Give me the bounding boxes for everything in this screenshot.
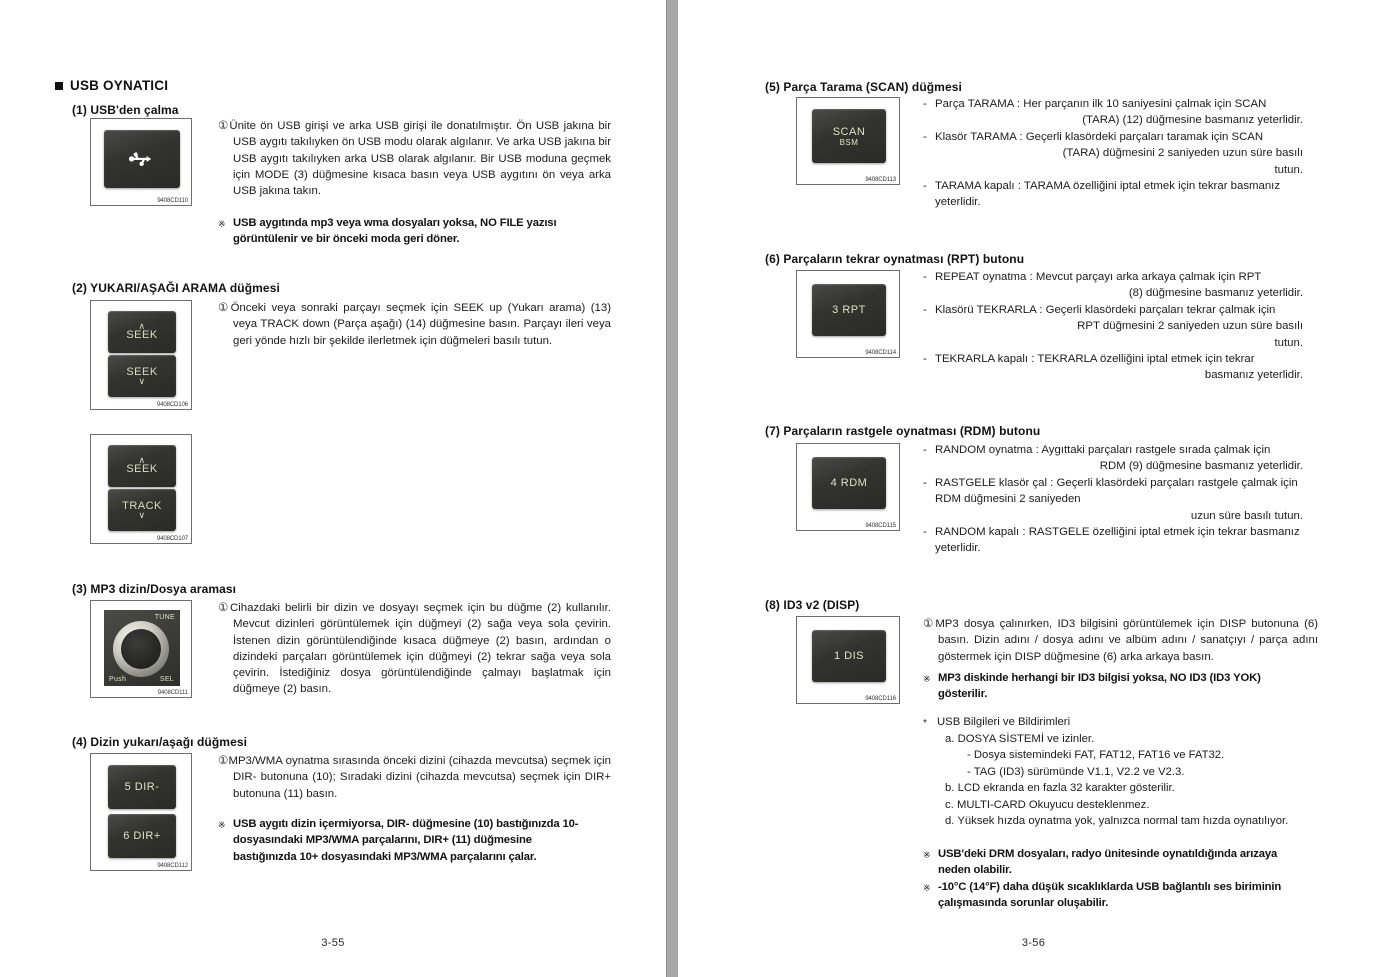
seek-up-button[interactable] [108, 311, 176, 353]
item-label: a. [945, 732, 955, 745]
note-marker-icon: ※ [923, 850, 931, 860]
figure-rdm-button [796, 443, 900, 531]
usb-button-face [104, 130, 180, 188]
section-1-paragraph [218, 118, 611, 199]
dash-marker: - [923, 353, 927, 366]
paragraph-text: Önceki veya sonraki parçayı seçmek için SEEK up (Yukarı arama) (13) veya TRACK down (Parça aşağı) (14) düğmesine basın. Parçayı ileri veya geri yönde hızlı bir şekilde ilerletmek için düğmeleri basılı tutun. [230, 302, 611, 347]
figure-usb-jack [90, 118, 192, 206]
item-label: c. [945, 798, 954, 811]
figure-rpt-button [796, 270, 900, 358]
figure-seek-track-buttons [90, 434, 192, 544]
seek-labels [126, 454, 158, 476]
list-item [923, 797, 1313, 814]
item-line: Geçerli klasördeki parçaları tekrar çalmak için [1045, 303, 1276, 316]
chapter-title-text: USB OYNATICI [70, 78, 169, 93]
section-heading-5: (5) Parça Tarama (SCAN) düğmesi [765, 80, 962, 94]
dash-marker: - [923, 444, 927, 456]
item-line: tutun. [1274, 336, 1303, 349]
paragraph-marker: ① [218, 602, 230, 614]
note-text: MP3 diskinde herhangi bir ID3 bilgisi yoksa, NO ID3 (ID3 YOK) gösterilir. [938, 672, 1261, 701]
item-line: (8) düğmesine basmanız yeterlidir. [1128, 287, 1303, 300]
list-item [923, 813, 1313, 830]
seek-down-label: SEEK [126, 365, 158, 378]
item-text: Yüksek hızda oynatma yok, yalnızca normal tam hızda oynatılıyor. [957, 815, 1289, 827]
item-label: d. [945, 815, 955, 827]
right-page [678, 0, 1389, 977]
item-line: Mevcut parçayı arka arkaya çalmak için RPT [1035, 271, 1262, 283]
note-text: USB aygıtında mp3 veya wma dosyaları yoksa, NO FILE yazısı görüntülenir ve bir önceki moda geri döner. [233, 217, 557, 246]
chevron-down-icon: ∨ [138, 376, 146, 387]
paragraph-marker: ① [923, 618, 936, 630]
page-number-left: 3-55 [321, 937, 345, 949]
knob-panel [104, 610, 180, 686]
bsm-label: BSM [839, 137, 859, 147]
figure-caption: 9408CD111 [157, 690, 188, 696]
item-line: TARAMA özelliğini iptal etmek için tekrar basmanız yeterlidir. [935, 180, 1281, 209]
dir-plus-button[interactable] [108, 814, 176, 858]
dash-marker: - [923, 476, 927, 489]
usb-icon [125, 149, 159, 169]
seek-up-label: SEEK [126, 328, 158, 341]
item-line: TEKRARLA özelliğini iptal etmek için tekrar [1037, 353, 1255, 366]
item-term: RASTGELE klasör çal : [935, 476, 1054, 489]
final-note-1 [923, 846, 1303, 879]
list-item [923, 731, 1313, 748]
item-line: (TARA) (12) düğmesine basmanız yeterlidir. [1082, 114, 1303, 127]
item-line: RDM (9) düğmesine basmanız yeterlidir. [1099, 460, 1303, 473]
item-term: Klasörü TEKRARLA : [935, 303, 1043, 316]
section-7-items [923, 442, 1303, 557]
section-heading-2: (2) YUKARI/AŞAĞI ARAMA düğmesi [72, 281, 280, 295]
item-term: TARAMA kapalı : [935, 180, 1021, 193]
section-4-paragraph [218, 753, 611, 802]
list-item [923, 780, 1313, 797]
usb-info-title: USB Bilgileri ve Bildirimleri [937, 716, 1071, 728]
asterisk-marker-icon: * [923, 718, 927, 729]
note-text: USB aygıtı dizin içermiyorsa, DIR- düğmesine (10) bastığınızda 10-dosyasındaki MP3/WMA parçalarını, DIR+ (11) düğmesine bastığınızda 10+ dosyasındaki MP3/WMA parçalarını çalar. [233, 818, 579, 863]
list-item [923, 524, 1303, 557]
paragraph-text: Cihazdaki belirli bir dizin ve dosyayı seçmek için bu düğme (2) kullanılır. Mevcut dizinleri görüntülemek için düğmeyi (2) sağa veya sola çevirin. İstenen dizin görüntülendiğinde kısaca düğmeye (2) basın, ardından o dizindeki parçaları görüntülemek için düğmeyi (2) tekrar sağa veya sola çevirin. İstediğiniz dosya görüntülendiğinde çalmayı başlatmak için düğmeye (2) basın. [230, 602, 611, 696]
item-line: Aygıttaki parçaları rastgele sırada çalmak için [1041, 444, 1271, 456]
left-page [0, 0, 666, 977]
section-heading-3: (3) MP3 dizin/Dosya araması [72, 582, 237, 596]
track-button[interactable] [108, 489, 176, 531]
page-number-right: 3-56 [1021, 937, 1046, 949]
scan-label: SCAN [832, 125, 866, 138]
item-subtext: - TAG (ID3) sürümünde V1.1, V2.2 ve V2.3. [967, 765, 1185, 778]
section-5-items [923, 96, 1303, 211]
disp-label: 1 DIS [833, 650, 864, 662]
list-item [923, 764, 1313, 781]
dash-marker: - [923, 303, 927, 316]
figure-caption: 9408CD112 [157, 863, 188, 869]
dash-marker: - [923, 526, 927, 539]
list-item [923, 475, 1303, 524]
list-item [923, 96, 1303, 129]
figure-tune-knob [90, 600, 192, 698]
list-item [923, 269, 1303, 302]
figure-caption: 9408CD114 [865, 350, 896, 356]
section-1-note [218, 215, 596, 248]
item-line: basmanız yeterlidir. [1204, 369, 1303, 382]
list-item [923, 747, 1313, 764]
figure-scan-button [796, 97, 900, 185]
note-marker-icon: ※ [218, 219, 226, 229]
dash-marker: - [923, 98, 927, 110]
item-term: RANDOM oynatma : [935, 444, 1039, 456]
list-item [923, 129, 1303, 178]
track-labels [122, 501, 162, 520]
list-item [923, 302, 1303, 351]
paragraph-text: MP3 dosya çalınırken, ID3 bilgisini görüntülemek için DISP butonuna (6) basın. Dizin adını / dosya adını ve albüm adını / sanatçıyı / parça adını göstermek için DISP düğmesine (6) arka arkaya basın. [935, 618, 1318, 663]
item-term: Klasör TARAMA : [935, 130, 1023, 143]
section-6-items [923, 269, 1303, 384]
section-heading-7: (7) Parçaların rastgele oynatması (RDM) butonu [765, 424, 1041, 438]
chevron-down-icon: ∨ [138, 510, 146, 521]
track-label: TRACK [122, 499, 162, 512]
seek-down-labels [126, 367, 157, 386]
section-2-paragraph [218, 300, 611, 349]
dash-marker: - [923, 271, 927, 283]
list-item [923, 351, 1303, 384]
item-line: Geçerli klasördeki parçaları rastgele çalmak için RDM düğmesini 2 saniyeden [935, 476, 1298, 506]
seek-button[interactable] [108, 445, 176, 487]
item-term: REPEAT oynatma : [935, 271, 1033, 283]
figure-caption: 9408CD116 [865, 696, 896, 702]
figure-caption: 9408CD106 [156, 402, 188, 408]
usb-info-title-row [923, 714, 1313, 731]
item-line: tutun. [1274, 163, 1303, 176]
section-heading-4: (4) Dizin yukarı/aşağı düğmesi [72, 735, 248, 749]
item-term: RANDOM kapalı : [935, 526, 1026, 539]
tune-label: TUNE [154, 614, 175, 621]
item-term: Parça TARAMA : [935, 98, 1021, 110]
section-4-note [218, 816, 596, 865]
item-term: TEKRARLA kapalı : [935, 353, 1035, 366]
section-8-note [923, 670, 1303, 703]
rpt-label: 3 RPT [832, 304, 866, 316]
list-item [923, 442, 1303, 475]
item-line: (TARA) düğmesini 2 saniyeden uzun süre basılı [1062, 147, 1303, 160]
note-text: -10°C (14°F) daha düşük sıcaklıklarda USB bağlantılı ses biriminin çalışmasında sorunlar oluşabilir. [938, 881, 1282, 910]
item-line: Her parçanın ilk 10 saniyesini çalmak için SCAN [1023, 98, 1267, 110]
section-heading-1: (1) USB'den çalma [72, 103, 179, 117]
chevron-up-icon: ∧ [138, 320, 146, 331]
section-8-paragraph [923, 616, 1318, 665]
final-note-2 [923, 879, 1303, 912]
seek-up-labels [126, 320, 158, 342]
push-label: Push [109, 676, 127, 683]
item-line: Geçerli klasördeki parçaları taramak için SCAN [1025, 130, 1264, 143]
item-text: LCD ekranda en fazla 32 karakter gösterilir. [957, 782, 1175, 794]
item-text: MULTI-CARD Okuyucu desteklenmez. [956, 798, 1150, 811]
rdm-button[interactable] [812, 457, 886, 509]
scan-button[interactable] [812, 109, 886, 163]
usb-info-list [923, 714, 1313, 830]
figure-caption: 9408CD115 [865, 523, 896, 529]
paragraph-marker: ① [218, 302, 231, 314]
seek-label: SEEK [126, 462, 158, 475]
section-3-paragraph [218, 600, 611, 698]
note-marker-icon: ※ [218, 820, 226, 830]
figure-seek-buttons [90, 300, 192, 410]
chevron-up-icon: ∧ [138, 454, 146, 465]
note-text: USB'deki DRM dosyaları, radyo ünitesinde oynatıldığında arızaya neden olabilir. [938, 848, 1278, 877]
paragraph-text: MP3/WMA oynatma sırasında önceki dizini (cihazda mevcutsa) seçmek için DIR- butonuna (10); Sıradaki dizini (cihazda mevcutsa) seçmek için DIR+ butonuna (11) basın. [228, 755, 611, 800]
rdm-label: 4 RDM [830, 477, 868, 489]
item-text: DOSYA SİSTEMİ ve izinler. [957, 732, 1095, 745]
knob-core[interactable] [121, 629, 161, 669]
figure-caption: 9408CD110 [157, 198, 188, 204]
paragraph-text: Ünite ön USB girişi ve arka USB girişi ile donatılmıştır. Ön USB jakına bir USB aygıtı takılıyken ön USB modu olarak algılanır. Ve arka USB jakına bir USB aygıtı takılıyken arka USB olarak algılanır. Bir USB moduna geçmek için MODE (3) düğmesine kısaca basın veya USB aygıtını ön veya arka USB jakına takın. [229, 120, 611, 198]
dash-marker: - [923, 130, 927, 143]
item-line: RPT düğmesini 2 saniyeden uzun süre basılı [1077, 320, 1303, 333]
list-item [923, 178, 1303, 211]
note-marker-icon: ※ [923, 674, 931, 684]
paragraph-marker: ① [218, 120, 230, 132]
figure-caption: 9408CD113 [865, 177, 896, 183]
dash-marker: - [923, 180, 927, 193]
figure-disp-button [796, 616, 900, 704]
item-label: b. [945, 782, 955, 794]
disp-button[interactable] [812, 630, 886, 682]
tune-knob[interactable] [113, 621, 169, 677]
square-bullet-icon [55, 82, 63, 90]
chapter-title [55, 78, 168, 93]
paragraph-marker: ① [218, 755, 229, 767]
dir-minus-label: 5 DIR- [124, 781, 160, 793]
figure-dir-buttons [90, 753, 192, 871]
seek-down-button[interactable] [108, 355, 176, 397]
section-heading-8: (8) ID3 v2 (DISP) [765, 598, 860, 612]
item-line: RASTGELE özelliğini iptal etmek için tekrar basmanız yeterlidir. [935, 526, 1300, 555]
item-subtext: - Dosya sistemindeki FAT, FAT12, FAT16 ve FAT32. [967, 749, 1225, 761]
dir-minus-button[interactable] [108, 765, 176, 809]
item-line: uzun süre basılı tutun. [1190, 509, 1303, 522]
note-marker-icon: ※ [923, 883, 931, 893]
figure-caption: 9408CD107 [156, 536, 188, 542]
sel-label: SEL [159, 676, 174, 683]
section-heading-6: (6) Parçaların tekrar oynatması (RPT) butonu [765, 252, 1025, 266]
dir-plus-label: 6 DIR+ [123, 830, 161, 842]
rpt-button[interactable] [812, 284, 886, 336]
